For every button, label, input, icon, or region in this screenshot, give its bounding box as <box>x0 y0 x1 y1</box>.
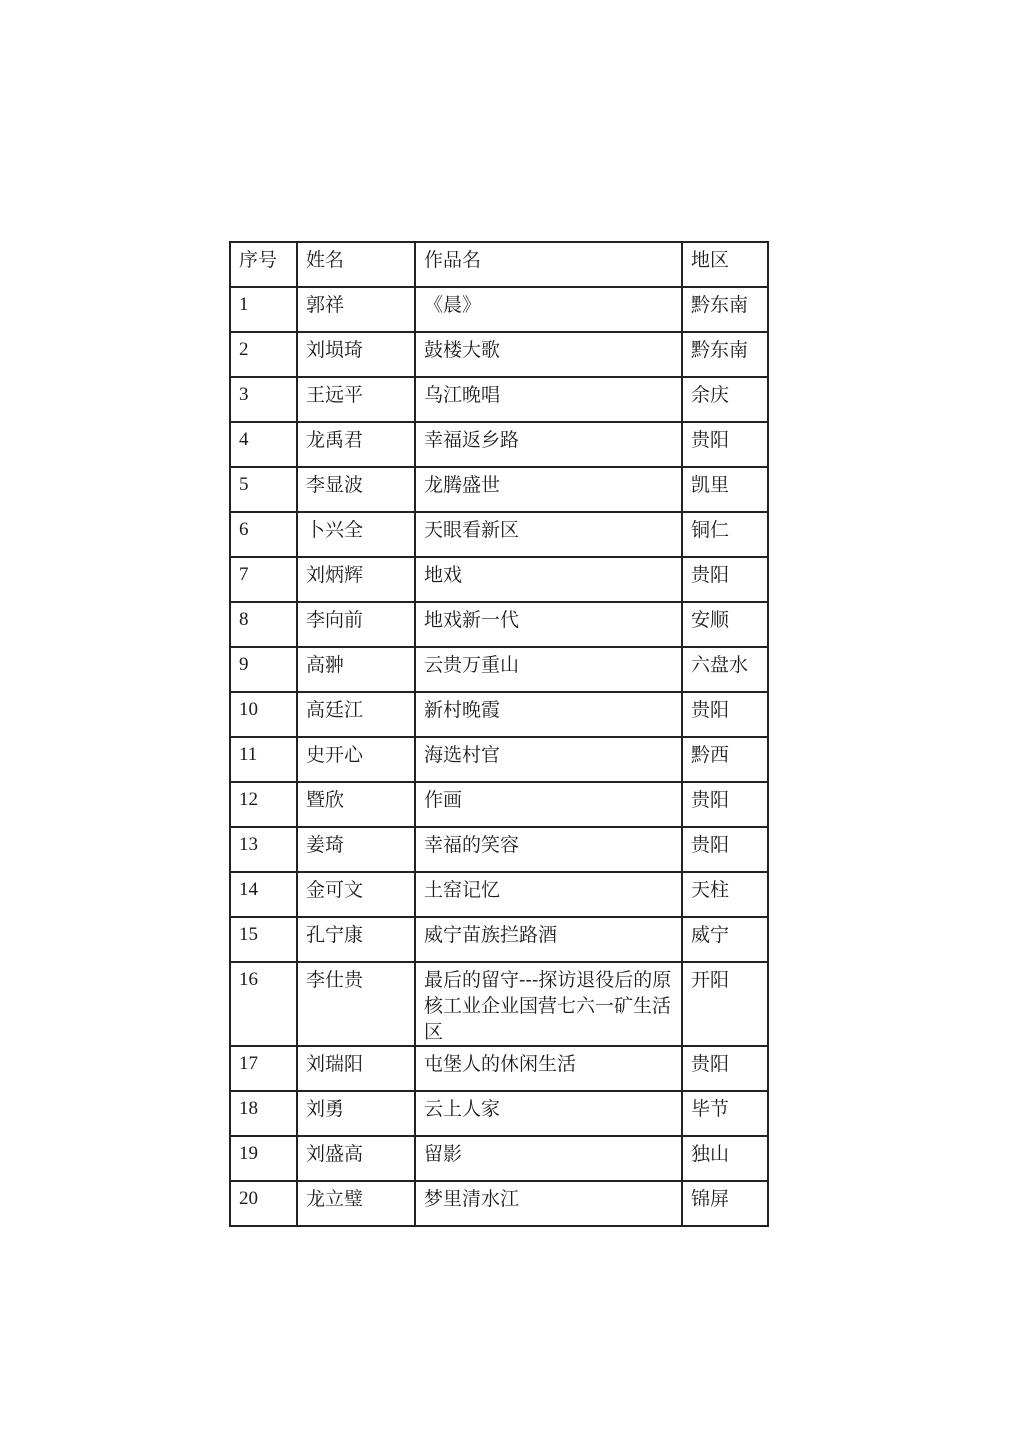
cell-work: 《晨》 <box>415 287 682 332</box>
cell-name: 姜琦 <box>297 827 415 872</box>
cell-region: 余庆 <box>682 377 768 422</box>
cell-region: 凯里 <box>682 467 768 512</box>
cell-name: 刘埙琦 <box>297 332 415 377</box>
cell-work: 龙腾盛世 <box>415 467 682 512</box>
table-row <box>230 1181 768 1226</box>
cell-name: 卜兴全 <box>297 512 415 557</box>
cell-region: 黔东南 <box>682 332 768 377</box>
cell-number: 2 <box>230 332 297 377</box>
table-row <box>230 872 768 917</box>
table-row <box>230 557 768 602</box>
table-row <box>230 827 768 872</box>
table-row <box>230 917 768 962</box>
cell-work: 地戏新一代 <box>415 602 682 647</box>
cell-region: 贵阳 <box>682 1046 768 1091</box>
cell-region: 六盘水 <box>682 647 768 692</box>
cell-work: 幸福返乡路 <box>415 422 682 467</box>
cell-number: 10 <box>230 692 297 737</box>
table-header-row <box>230 242 768 287</box>
cell-name: 李向前 <box>297 602 415 647</box>
table-row <box>230 647 768 692</box>
cell-number: 4 <box>230 422 297 467</box>
cell-region: 安顺 <box>682 602 768 647</box>
cell-number: 8 <box>230 602 297 647</box>
cell-number: 3 <box>230 377 297 422</box>
header-name: 姓名 <box>297 242 415 287</box>
table-row <box>230 422 768 467</box>
cell-name: 暨欣 <box>297 782 415 827</box>
cell-work: 乌江晚唱 <box>415 377 682 422</box>
table-row <box>230 287 768 332</box>
table-row <box>230 1091 768 1136</box>
cell-name: 金可文 <box>297 872 415 917</box>
table-row <box>230 737 768 782</box>
cell-name: 刘炳辉 <box>297 557 415 602</box>
cell-number: 1 <box>230 287 297 332</box>
cell-number: 5 <box>230 467 297 512</box>
cell-work: 作画 <box>415 782 682 827</box>
table-row <box>230 602 768 647</box>
cell-work: 地戏 <box>415 557 682 602</box>
cell-name: 高廷江 <box>297 692 415 737</box>
cell-work: 威宁苗族拦路酒 <box>415 917 682 962</box>
cell-region: 锦屏 <box>682 1181 768 1226</box>
cell-name: 龙禹君 <box>297 422 415 467</box>
table-row <box>230 467 768 512</box>
cell-number: 12 <box>230 782 297 827</box>
table-row <box>230 1046 768 1091</box>
cell-region: 天柱 <box>682 872 768 917</box>
cell-region: 黔西 <box>682 737 768 782</box>
table-body <box>230 287 768 1226</box>
cell-name: 龙立璧 <box>297 1181 415 1226</box>
cell-number: 13 <box>230 827 297 872</box>
table-row <box>230 332 768 377</box>
cell-number: 7 <box>230 557 297 602</box>
cell-region: 威宁 <box>682 917 768 962</box>
entries-table <box>229 241 769 1227</box>
table-row <box>230 782 768 827</box>
cell-name: 高翀 <box>297 647 415 692</box>
header-work: 作品名 <box>415 242 682 287</box>
cell-work: 屯堡人的休闲生活 <box>415 1046 682 1091</box>
cell-region: 贵阳 <box>682 692 768 737</box>
cell-work: 梦里清水江 <box>415 1181 682 1226</box>
table-row <box>230 1136 768 1181</box>
table-row <box>230 962 768 1046</box>
header-number: 序号 <box>230 242 297 287</box>
cell-work: 最后的留守---探访退役后的原核工业企业国营七六一矿生活区 <box>415 962 682 1046</box>
cell-number: 20 <box>230 1181 297 1226</box>
cell-work: 云贵万重山 <box>415 647 682 692</box>
cell-work: 云上人家 <box>415 1091 682 1136</box>
table-row <box>230 512 768 557</box>
cell-name: 李仕贵 <box>297 962 415 1046</box>
cell-name: 李显波 <box>297 467 415 512</box>
cell-number: 6 <box>230 512 297 557</box>
cell-number: 17 <box>230 1046 297 1091</box>
cell-name: 孔宁康 <box>297 917 415 962</box>
cell-work: 土窑记忆 <box>415 872 682 917</box>
cell-number: 19 <box>230 1136 297 1181</box>
cell-number: 18 <box>230 1091 297 1136</box>
cell-region: 贵阳 <box>682 782 768 827</box>
cell-work: 新村晚霞 <box>415 692 682 737</box>
cell-number: 11 <box>230 737 297 782</box>
cell-work: 鼓楼大歌 <box>415 332 682 377</box>
cell-region: 独山 <box>682 1136 768 1181</box>
cell-region: 贵阳 <box>682 827 768 872</box>
cell-region: 铜仁 <box>682 512 768 557</box>
cell-work: 留影 <box>415 1136 682 1181</box>
table-row <box>230 692 768 737</box>
cell-region: 贵阳 <box>682 557 768 602</box>
cell-name: 刘盛高 <box>297 1136 415 1181</box>
cell-number: 16 <box>230 962 297 1046</box>
cell-work: 幸福的笑容 <box>415 827 682 872</box>
header-region: 地区 <box>682 242 768 287</box>
cell-number: 14 <box>230 872 297 917</box>
cell-name: 刘勇 <box>297 1091 415 1136</box>
cell-number: 9 <box>230 647 297 692</box>
cell-work: 海选村官 <box>415 737 682 782</box>
cell-name: 王远平 <box>297 377 415 422</box>
cell-work: 天眼看新区 <box>415 512 682 557</box>
cell-name: 刘瑞阳 <box>297 1046 415 1091</box>
cell-region: 开阳 <box>682 962 768 1046</box>
cell-region: 贵阳 <box>682 422 768 467</box>
table-row <box>230 377 768 422</box>
cell-region: 毕节 <box>682 1091 768 1136</box>
cell-name: 郭祥 <box>297 287 415 332</box>
cell-region: 黔东南 <box>682 287 768 332</box>
cell-number: 15 <box>230 917 297 962</box>
cell-name: 史开心 <box>297 737 415 782</box>
